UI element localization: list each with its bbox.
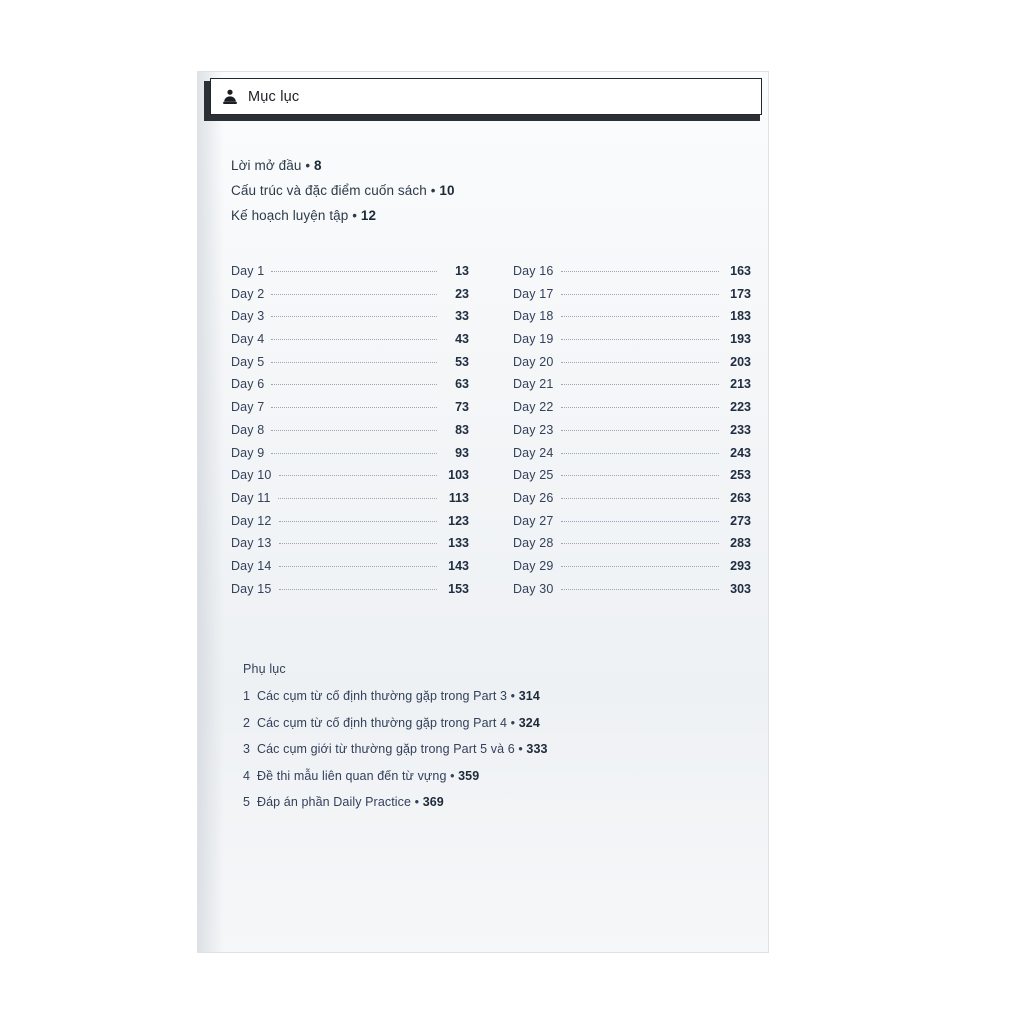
toc-row [231, 423, 469, 446]
toc-row [231, 264, 469, 287]
leader-dots [271, 429, 437, 431]
intro-entries [231, 158, 711, 233]
toc-row-page: 233 [730, 422, 751, 437]
toc-row-page: 123 [448, 513, 469, 528]
day-column-right [513, 264, 751, 604]
intro-line-text: Cấu trúc và đặc điểm cuốn sách • [231, 183, 440, 198]
toc-row [231, 514, 469, 537]
header-title: Mục lục [248, 88, 300, 105]
appendix-item [243, 742, 743, 756]
person-book-icon [221, 88, 239, 106]
leader-dots [561, 565, 719, 567]
toc-row [513, 491, 751, 514]
appendix-item-page: 333 [526, 742, 548, 756]
intro-line-page: 12 [360, 208, 377, 223]
toc-row [513, 423, 751, 446]
toc-row [231, 287, 469, 310]
toc-row-page: 93 [455, 445, 469, 460]
day-listing [231, 264, 751, 604]
toc-row-label: Day 19 [513, 332, 554, 347]
toc-row-label: Day 10 [231, 468, 272, 483]
toc-row [513, 400, 751, 423]
leader-dots [271, 361, 437, 363]
toc-row-page: 13 [455, 264, 469, 278]
toc-row [231, 559, 469, 582]
toc-row-label: Day 4 [231, 332, 265, 347]
toc-row-label: Day 27 [513, 513, 554, 528]
toc-row-page: 273 [730, 513, 751, 528]
toc-row [513, 377, 751, 400]
appendix-item-number: 5 [243, 795, 251, 809]
leader-dots [561, 406, 719, 408]
toc-row [231, 400, 469, 423]
toc-row [513, 332, 751, 355]
toc-row-label: Day 24 [513, 445, 554, 460]
intro-line [231, 208, 711, 223]
toc-row-page: 263 [730, 490, 751, 505]
toc-row-label: Day 18 [513, 309, 554, 324]
leader-dots [561, 270, 719, 272]
day-column-left [231, 264, 469, 604]
toc-row-page: 73 [455, 400, 469, 415]
toc-row-label: Day 5 [231, 354, 265, 369]
leader-dots [561, 361, 719, 363]
toc-row-page: 183 [730, 309, 751, 324]
toc-row-page: 23 [455, 286, 469, 301]
toc-row [513, 355, 751, 378]
intro-line-page: 10 [439, 183, 455, 198]
toc-row-label: Day 25 [513, 468, 554, 483]
leader-dots [561, 315, 719, 317]
leader-dots [561, 452, 719, 454]
toc-row-page: 303 [730, 581, 751, 596]
leader-dots [561, 542, 719, 544]
toc-row-label: Day 13 [231, 536, 272, 551]
toc-row [231, 446, 469, 469]
leader-dots [271, 338, 437, 340]
toc-row [231, 536, 469, 559]
leader-dots [271, 383, 437, 385]
toc-row-label: Day 6 [231, 377, 265, 392]
toc-row-label: Day 15 [231, 581, 272, 596]
appendix-title: Phụ lục [243, 662, 286, 676]
toc-row-label: Day 22 [513, 400, 554, 415]
toc-row [231, 468, 469, 491]
intro-line [231, 158, 711, 173]
appendix-item-number: 4 [243, 768, 251, 783]
toc-row-label: Day 20 [513, 354, 554, 369]
leader-dots [271, 293, 437, 295]
toc-row-page: 213 [730, 377, 751, 392]
leader-dots [561, 497, 719, 499]
appendix-item-page: 314 [518, 689, 540, 703]
toc-row [513, 536, 751, 559]
toc-row [231, 355, 469, 378]
toc-row-label: Day 23 [513, 422, 554, 437]
toc-row-page: 63 [455, 377, 469, 392]
toc-row-page: 43 [455, 332, 469, 347]
toc-row-label: Day 26 [513, 490, 554, 505]
toc-row [513, 514, 751, 537]
intro-line-page: 8 [314, 158, 322, 173]
appendix-item [243, 795, 743, 809]
toc-row-page: 243 [730, 445, 751, 460]
toc-row-page: 253 [730, 468, 751, 483]
toc-row-page: 103 [448, 468, 469, 483]
leader-dots [279, 542, 437, 544]
leader-dots [279, 474, 437, 476]
appendix-item [243, 689, 743, 703]
toc-row [231, 377, 469, 400]
toc-row-page: 293 [730, 558, 751, 573]
appendix-item-text: Các cụm giới từ thường gặp trong Part 5 và 6 • [257, 742, 527, 756]
appendix-item [243, 716, 743, 730]
toc-row [231, 491, 469, 514]
leader-dots [561, 520, 719, 522]
toc-row [513, 309, 751, 332]
appendix-item-number: 1 [243, 689, 251, 703]
toc-header [204, 81, 760, 121]
toc-row-page: 193 [730, 332, 751, 347]
appendix-section [243, 662, 743, 822]
header-bar [210, 78, 762, 115]
appendix-item-number: 2 [243, 715, 251, 730]
leader-dots [561, 588, 719, 590]
toc-row-page: 173 [730, 286, 751, 301]
leader-dots [271, 315, 437, 317]
toc-row-label: Day 21 [513, 377, 554, 392]
toc-row-page: 83 [455, 422, 469, 437]
leader-dots [561, 338, 719, 340]
book-page-scan [198, 72, 768, 952]
appendix-item-page: 359 [458, 768, 480, 783]
intro-line-text: Kế hoạch luyện tập • [231, 208, 361, 223]
toc-row-label: Day 17 [513, 286, 554, 301]
toc-row-page: 113 [448, 490, 469, 505]
leader-dots [278, 497, 437, 499]
toc-row-page: 223 [730, 400, 751, 415]
leader-dots [561, 383, 719, 385]
toc-row [231, 309, 469, 332]
leader-dots [561, 474, 719, 476]
toc-row [231, 582, 469, 605]
toc-row-page: 143 [448, 558, 469, 573]
leader-dots [279, 520, 437, 522]
toc-row-page: 33 [455, 309, 469, 324]
appendix-item-page: 369 [422, 795, 444, 809]
appendix-item-number: 3 [243, 742, 251, 756]
intro-line-text: Lời mở đầu • [231, 158, 315, 173]
toc-row [513, 468, 751, 491]
leader-dots [271, 452, 437, 454]
toc-row [231, 332, 469, 355]
toc-row-page: 203 [730, 354, 751, 369]
toc-row-label: Day 8 [231, 422, 265, 437]
toc-row [513, 559, 751, 582]
toc-row-label: Day 30 [513, 581, 554, 596]
toc-row-label: Day 28 [513, 536, 554, 551]
toc-row-label: Day 14 [231, 558, 272, 573]
toc-row-page: 133 [448, 536, 469, 551]
toc-row-page: 283 [730, 536, 751, 551]
toc-row-label: Day 3 [231, 309, 265, 324]
toc-row-label: Day 11 [231, 490, 271, 505]
toc-row [513, 287, 751, 310]
appendix-item-text: Các cụm từ cố định thường gặp trong Part 3 • [257, 689, 519, 703]
intro-line [231, 183, 711, 198]
toc-row-label: Day 1 [231, 264, 265, 278]
toc-row-label: Day 2 [231, 286, 265, 301]
toc-row [513, 582, 751, 605]
toc-row [513, 446, 751, 469]
appendix-item [243, 769, 743, 783]
appendix-item-text: Đề thi mẫu liên quan đến từ vựng • [257, 768, 459, 783]
leader-dots [561, 429, 719, 431]
leader-dots [271, 270, 437, 272]
toc-row-label: Day 9 [231, 445, 265, 460]
appendix-item-page: 324 [518, 715, 540, 730]
page-gutter-shading [198, 72, 224, 952]
appendix-item-text: Đáp án phần Daily Practice • [257, 795, 423, 809]
toc-row-label: Day 12 [231, 513, 272, 528]
toc-row-page: 53 [455, 354, 469, 369]
toc-row-label: Day 16 [513, 264, 554, 278]
appendix-item-text: Các cụm từ cố định thường gặp trong Part 4 • [257, 715, 519, 730]
toc-row-label: Day 29 [513, 558, 554, 573]
toc-row-label: Day 7 [231, 400, 265, 415]
leader-dots [279, 565, 437, 567]
toc-row-page: 153 [448, 581, 469, 596]
leader-dots [271, 406, 437, 408]
toc-row-page: 163 [730, 264, 751, 278]
toc-row [513, 264, 751, 287]
leader-dots [561, 293, 719, 295]
leader-dots [279, 588, 437, 590]
